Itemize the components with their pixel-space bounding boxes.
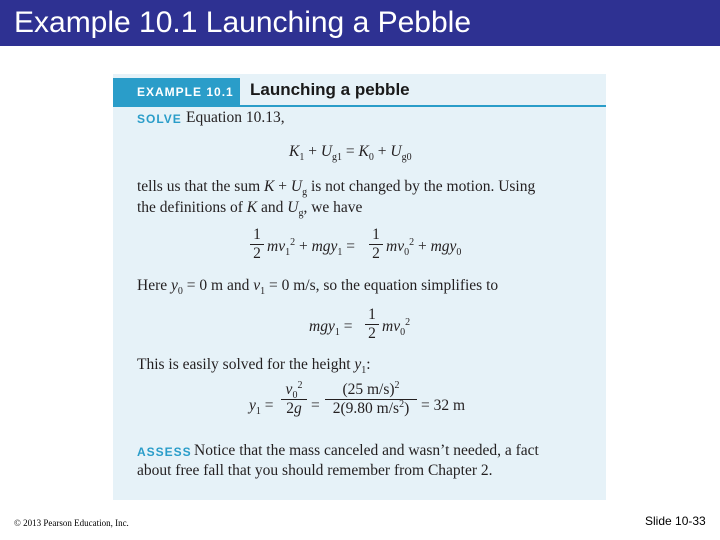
solution-y1: $y_1$ =	[249, 397, 274, 418]
energy-equation: $K_1 + U_{g1} = K_0 + U_{g0}$	[289, 143, 412, 164]
simplified-left: mgy$_1$ =	[309, 318, 353, 339]
slide-number: Slide 10-33	[645, 514, 706, 528]
text-here-2: = 0 m and	[186, 277, 250, 294]
numerator-value: (25 m/s)	[342, 381, 395, 398]
assess-keyword: ASSESS	[137, 445, 192, 459]
fraction-numerator: 1	[368, 306, 376, 323]
fraction-denominator: 2	[372, 245, 380, 262]
text-here: Here $y_0 = 0$ m and $v_1 = 0$ m/s, so the equation simplifies to	[137, 277, 499, 298]
energy-left-side: $mv_1^2 + mgy_1$ =	[267, 236, 356, 259]
example-badge-label: EXAMPLE 10.1	[137, 85, 234, 99]
solve-keyword: SOLVE	[137, 112, 182, 126]
result-value: = 32 m	[421, 397, 466, 414]
denominator-value: 2(9.80 m/s	[332, 400, 400, 417]
solve-intro: Equation 10.13,	[186, 109, 285, 126]
fraction-numeric: (25 m/s)$^2$ 2(9.80 $m/s^2$)	[325, 381, 417, 418]
assess-line-1: Notice that the mass canceled and wasn’t needed, a fact	[194, 442, 539, 459]
text-defs-3: , we have	[303, 199, 363, 216]
slide-title: Example 10.1 Launching a Pebble	[14, 6, 472, 39]
example-panel	[113, 74, 606, 500]
text-defs-2: and	[261, 199, 284, 216]
text-definitions: the definitions of K and $U_g$, we have	[137, 199, 363, 220]
text-here-3: = 0 m/s, so the equation simplifies to	[268, 277, 499, 294]
text-tells-2: is not changed by the motion. Using	[310, 178, 536, 195]
fraction-numerator: 1	[372, 226, 380, 243]
text-easily-end: :	[366, 356, 371, 373]
text-easily: This is easily solved for the height $y_1$:	[137, 356, 371, 377]
energy-right-side: $mv_0^2 + mgy_0$	[386, 236, 462, 259]
fraction-denominator: 2	[253, 245, 261, 262]
simplified-right: $mv_0^2$	[382, 316, 411, 339]
text-easily-1: This is easily solved for the height	[137, 356, 351, 373]
text-tells-us: tells us that the sum $K + U_g$ is not changed by the motion. Using	[137, 178, 536, 199]
fraction-half-3	[365, 306, 379, 343]
copyright: © 2013 Pearson Education, Inc.	[14, 518, 129, 528]
solution-equals: =	[311, 397, 320, 414]
fraction-denominator: 2	[368, 325, 376, 342]
text-here-1: Here	[137, 277, 168, 294]
title-bar	[0, 0, 720, 46]
fraction-v0-over-2g: $v_0^2$ 2g	[281, 381, 307, 418]
example-badge	[113, 78, 240, 105]
example-title: Launching a pebble	[250, 80, 410, 99]
fraction-numerator: 1	[253, 226, 261, 243]
text-defs-1: the definitions of	[137, 199, 243, 216]
fraction-half-2	[369, 226, 383, 263]
fraction-half-1	[250, 226, 264, 263]
assess-line-2: about free fall that you should remember from Chapter 2.	[137, 462, 493, 479]
text-tells-1: tells us that the sum	[137, 178, 261, 195]
